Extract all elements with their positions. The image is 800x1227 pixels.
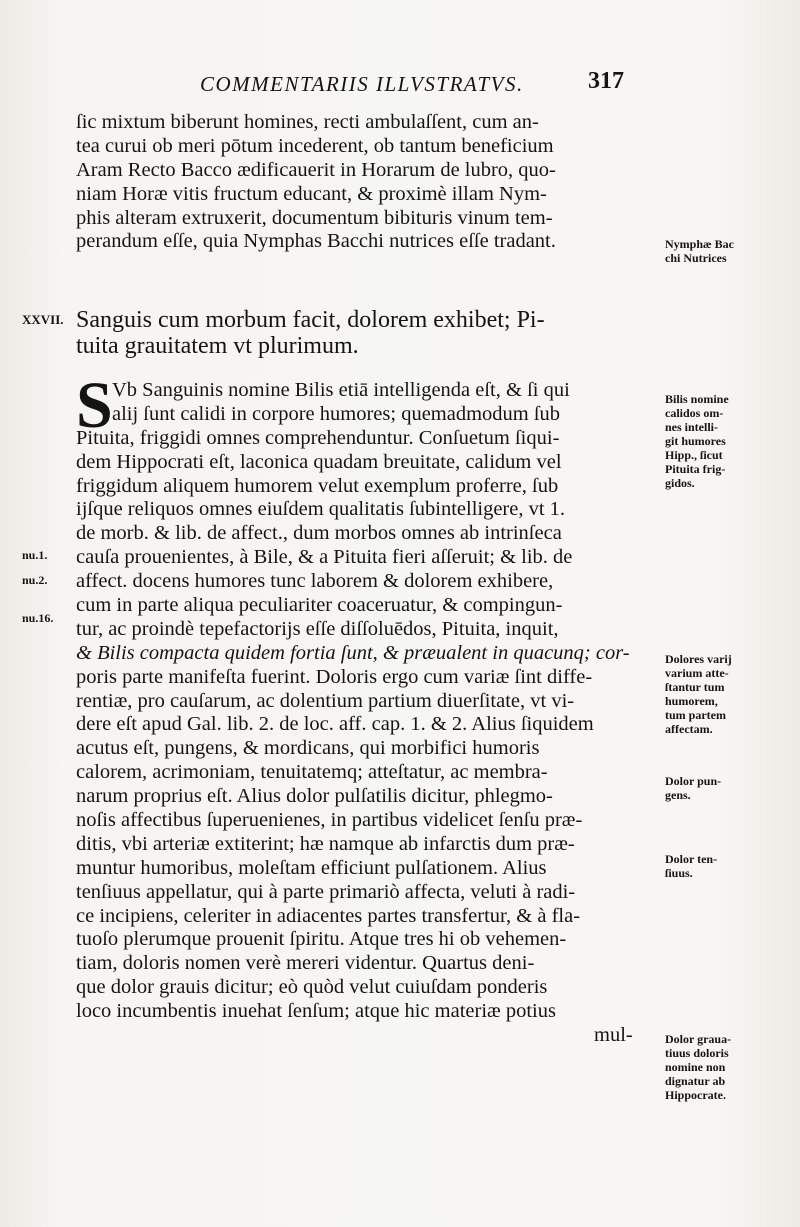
margin-note-line: nomine non: [665, 1060, 726, 1074]
text-line: ce incipiens, celeriter in adiacentes partes transfertur, & à fla-: [76, 904, 581, 927]
text-line: de morb. & lib. de affect., dum morbos omnes ab intrinſeca: [76, 522, 562, 545]
margin-reference: nu.2.: [22, 573, 48, 587]
margin-note-line: humorem,: [665, 694, 718, 708]
margin-note-line: Hipp., ſicut: [665, 448, 723, 462]
text-line: rentiæ, pro cauſarum, ac dolentium partium diuerſitate, vt vi-: [76, 689, 575, 712]
text-line: niam Horæ vitis fructum educant, & proximè illam Nym-: [76, 182, 547, 205]
commentary-paragraph-2: [76, 379, 660, 1048]
text-line: tenſiuus appellatur, qui à parte primariò affecta, veluti à radi-: [76, 880, 576, 903]
text-line: cum in parte aliqua peculiariter coaceruatur, & compingun-: [76, 594, 563, 617]
aphorism-number: XXVII.: [22, 312, 64, 327]
margin-note-line: chi Nutrices: [665, 251, 727, 265]
margin-note-line: calidos om-: [665, 406, 724, 420]
margin-note-line: git humores: [665, 434, 726, 448]
margin-note-line: tum partem: [665, 708, 726, 722]
margin-note-line: tiuus doloris: [665, 1046, 729, 1060]
margin-note-nymphae: [665, 237, 795, 265]
text-line: perandum eſſe, quia Nymphas Bacchi nutrices eſſe tradant.: [76, 230, 556, 253]
text-line: noſis affectibus ſuperuenienes, in partibus videlicet ſenſu præ-: [76, 809, 583, 832]
margin-note-dolor-grauatiuus: [665, 1032, 795, 1102]
catchword: mul-: [594, 1024, 633, 1047]
text-line: Vb Sanguinis nomine Bilis etiā intelligenda eſt, & ſi qui: [112, 379, 570, 401]
text-line: calorem, acrimoniam, tenuitatemq; atteſtatur, ac membra-: [76, 761, 548, 784]
text-line: phis alteram extruxerit, documentum bibituris vinum tem-: [76, 206, 553, 229]
text-line: tuoſo plerumque prouenit ſpiritu. Atque tres hi ob vehemen-: [76, 928, 567, 951]
text-line: acutus eſt, pungens, & mordicans, qui morbifici humoris: [76, 737, 540, 760]
text-line: affect. docens humores tunc laborem & dolorem exhibere,: [76, 570, 554, 593]
margin-reference: nu.16.: [22, 611, 54, 625]
margin-note-line: ſtantur tum: [665, 680, 725, 694]
drop-cap: S: [76, 369, 113, 442]
running-title: COMMENTARIIS ILLVSTRATVS.: [200, 72, 524, 96]
margin-note-line: Dolor pun-: [665, 774, 722, 788]
text-line: alij ſunt calidi in corpore humores; quemadmodum ſub: [112, 402, 561, 425]
margin-note-line: affectam.: [665, 722, 713, 736]
margin-reference: nu.1.: [22, 548, 48, 562]
text-line: ſic mixtum biberunt homines, recti ambulaſſent, cum an-: [76, 111, 539, 133]
text-line: ditis, vbi arteriæ extiterint; hæ namque ab infarctis dum præ-: [76, 832, 575, 855]
margin-note-line: gidos.: [665, 476, 695, 490]
text-line: ijſque reliquos omnes eiuſdem qualitatis ſubintelligere, vt 1.: [76, 498, 566, 521]
margin-note-line: ſiuus.: [665, 866, 693, 880]
margin-note-line: varium atte-: [665, 666, 729, 680]
text-line: narum proprius eſt. Alius dolor pulſatilis dicitur, phlegmo-: [76, 785, 553, 808]
margin-note-line: Nymphæ Bac: [665, 237, 735, 251]
aphorism-line: Sanguis cum morbum facit, dolorem exhibet; Pi-: [76, 307, 545, 333]
margin-note-dolor-pungens: [665, 774, 795, 802]
margin-note-line: gens.: [665, 788, 691, 802]
text-line: dem Hippocrati eſt, laconica quadam breuitate, calidum vel: [76, 450, 562, 473]
text-line: tea curui ob meri pōtum incederent, ob tantum beneficium: [76, 134, 554, 157]
page-number: 317: [588, 68, 624, 94]
text-line: cauſa prouenientes, à Bile, & a Pituita fieri aſſeruit; & lib. de: [76, 546, 573, 569]
commentary-paragraph-1: [76, 111, 660, 254]
margin-note-line: Dolor graua-: [665, 1032, 732, 1046]
margin-note-line: Dolor ten-: [665, 852, 718, 866]
text-line: Aram Recto Bacco ædificauerit in Horarum de lubro, quo-: [76, 158, 556, 181]
text-line: loco incumbentis inuehat ſenſum; atque hic materiæ potius: [76, 1000, 556, 1023]
margin-note-dolor-tensiuus: [665, 852, 795, 880]
text-line-quotation: & Bilis compacta quidem fortia ſunt, & præualent in quacunq; cor-: [76, 641, 630, 664]
margin-note-bilis: [665, 392, 795, 490]
text-line: muntur humoribus, moleſtam efficiunt pulſationem. Alius: [76, 856, 547, 879]
text-line: Pituita, friggidi omnes comprehenduntur. Conſuetum ſiqui-: [76, 426, 560, 449]
margin-note-line: Bilis nomine: [665, 392, 729, 406]
text-line: poris parte manifeſta fuerint. Doloris ergo cum variæ ſint diffe-: [76, 665, 593, 688]
margin-note-line: Dolores varij: [665, 652, 732, 666]
aphorism-text: [76, 307, 660, 359]
margin-note-line: Pituita frig-: [665, 462, 726, 476]
margin-note-line: dignatur ab: [665, 1074, 726, 1088]
text-line: dere eſt apud Gal. lib. 2. de loc. aff. cap. 1. & 2. Alius ſiquidem: [76, 713, 594, 736]
page-header: [200, 68, 650, 102]
text-line: tiam, doloris nomen verè mereri videntur. Quartus deni-: [76, 952, 535, 975]
margin-note-line: Hippocrate.: [665, 1088, 726, 1102]
aphorism-line: tuita grauitatem vt plurimum.: [76, 333, 359, 359]
text-line: tur, ac proindè tepefactorijs eſſe diſſoluēdos, Pituita, inquit,: [76, 617, 559, 640]
text-line: que dolor grauis dicitur; eò quòd velut cuiuſdam ponderis: [76, 976, 548, 999]
margin-note-dolores-varij: [665, 652, 795, 736]
text-line: friggidum aliquem humorem velut exemplum proferre, ſub: [76, 474, 559, 497]
margin-note-line: nes intelli-: [665, 420, 718, 434]
